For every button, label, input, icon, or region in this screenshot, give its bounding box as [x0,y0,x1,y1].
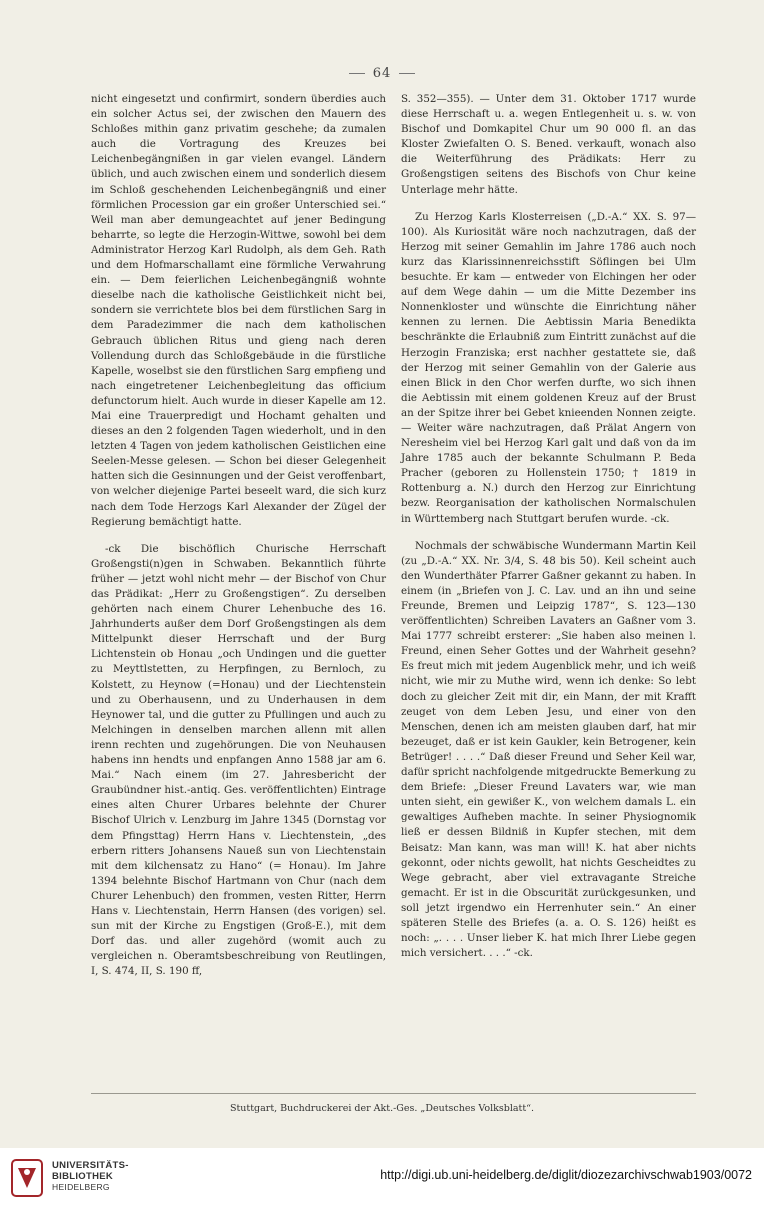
permalink-url[interactable]: http://digi.ub.uni-heidelberg.de/diglit/diozezarchivschwab1903/0072 [380,1168,752,1182]
imprint-divider [91,1093,696,1094]
viewer-footer [0,1148,764,1207]
right-column [401,92,696,961]
left-paragraph-1: nicht eingesetzt und confirmirt, sondern überdies auch ein solcher Actus sei, der zwischen den Mauern des Schloßes mithin ganz privatim geschehe; da zumalen auch die Vortragung des Kreuzes bei Leichenbegängnißen in gar vielen evangel. Ländern üblich, und auch zwischen einem und sonderlich diesem im Schloß geschehenden Leichenbegängniß und einer förmlichen Procession gar ein großer Unterschied sei.“ Weil man aber demungeachtet auf jener Bedingung beharrte, so legte die Herzogin-Wittwe, sowohl bei dem Administrator Herzog Karl Rudolph, als dem Geh. Rath und dem Hofmarschallamt eine förmliche Verwahrung ein. — Dem feierlichen Leichenbegängniß wohnte dieselbe nach die katholische Geistlichkeit nicht bei, sondern sie verrichtete blos bei dem fürstlichen Sarg in dem Paradezimmer die nach dem katholischen Gebrauch üblichen Ritus und gieng nach deren Vollendung durch das Schloßgebäude in die fürstliche Kapelle, woselbst sie den fürstlichen Sarg empfieng und nach eingetretener Leichenbegleitung das officium defunctorum hielt. Auch wurde in dieser Kapelle am 12. Mai eine Trauerpredigt und Hochamt gehalten und dieses an den 2 folgenden Tagen wiederholt, und in den letzten 4 Tagen von jedem katholischen Geistlichen eine Seelen-Messe gelesen. — Schon bei dieser Gelegenheit hatten sich die Gesinnungen und der Geist veroffenbart, von welcher diejenige Partei beseelt ward, die sich kurz nach dem Tode Herzogs Karl Alexander der Zügel der Regierung bemächtigt hatte. [91,93,387,528]
library-name-line-3: HEIDELBERG [52,1182,110,1192]
library-name-line-1: UNIVERSITÄTS- [52,1160,129,1171]
library-name[interactable] [52,1160,129,1193]
library-name-line-2: BIBLIOTHEK [52,1171,114,1182]
right-paragraph-1: S. 352—355). — Unter dem 31. Oktober 1717 wurde diese Herrschaft u. a. wegen Entlegenheit u. s. w. von Bischof und Domkapitel Chur um 90 000 fl. an das Kloster Zwiefalten O. S. Bened. verkauft, wonach also die Weiterführung des Prädikats: Herr zu Großengstigen seitens des Bischofs von Chur keine Unterlage mehr hätte. [401,93,696,196]
page-number [0,66,764,81]
right-paragraph-2: Zu Herzog Karls Klosterreisen („D.-A.“ XX. S. 97—100). Als Kuriosität wäre noch nachzutragen, daß der Herzog mit seiner Gemahlin im Jahre 1786 auch noch kurz das Klarissinnenreichsstift Söflingen bei Ulm besuchte. Er kam — entweder von Elchingen her oder auf dem Wege dahin — um die Mitte Dezember ins Nonnenkloster und wünschte die Einrichtung näher kennen zu lernen. Die Aebtissin Maria Benedikta beschränkte die Erlaubniß zum Eintritt zunächst auf die Herzogin Franziska; erst nachher gestattete sie, daß der Herzog mit seiner Gemahlin von der Galerie aus einen Blick in den Chor werfen durfte, wo sich ihnen die Aebtissin mit einem goldenen Kreuz auf der Brust an der Spitze ihrer bei Gebet knieenden Nonnen zeigte. — Weiter wäre nachzutragen, daß Prälat Angern von Neresheim viel bei Herzog Karl galt und daß von da im Jahre 1785 auch der bekannte Schulmann P. Beda Pracher (geboren zu Hollenstein 1750; † 1819 in Rottenburg a. N.) durch den Herzog zur Einrichtung bezw. Reorganisation der katholischen Normalschulen in Württemberg nach Stuttgart berufen wurde. -ck. [401,210,696,525]
left-column [91,92,386,979]
imprint: Stuttgart, Buchdruckerei der Akt.-Ges. „Deutsches Volksblatt“. [229,1103,535,1114]
university-seal-icon[interactable] [10,1158,44,1198]
left-paragraph-2: -ck Die bischöflich Churische Herrschaft Großengsti(n)gen in Schwaben. Bekanntlich führte früher — jetzt wohl nicht mehr — der Bischof von Chur das Prädikat: „Herr zu Großengstigen“. Zu derselben gehörten nach einem Churer Lehenbuche des 16. Jahrhunderts außer dem Dorf Großengstingen als dem Mittelpunkt dieser Herrschaft und der Burg Lichtenstein ob Honau „och Undingen und die guetter zu Meyttlstetten, zu Herpfingen, zu Bernloch, zu Kolstett, zu Heynow (=Honau) und der Liechtenstein und zu Oberhausenn, und zu Underhausen in dem Heynower tal, und die gutter zu Pfullingen und auch zu Melchingen in denselben marchen allenn mit allen irenn rechten und zugehörungen. Die von Neuhausen habens inn hendts und enpfangen Anno 1588 jar am 6. Mai.“ Nach einem (im 27. Jahresbericht der Graubündner hist.-antiq. Ges. veröffentlichten) Eintrage eines alten Churer Urbares belehnte der Churer Bischof Ulrich v. Lenzburg im Jahre 1345 (Dornstag vor dem Pfingsttag) Herrn Hans v. Liechtenstein, „des erbern ritters Johansens Naueß sun von Liechtenstain mit dem kilchensatz zu Hano“ (= Honau). Im Jahre 1394 belehnte Bischof Hartmann von Chur (nach dem Churer Lehenbuch) den frommen, vesten Ritter, Herrn Hans v. Liechtenstain, Herrn Hansen (des vorigen) sel. sun mit der Kirche zu Engstigen (Groß-E.), mit dem Dorf das. und aller zugehörd (womit auch zu vergleichen n. Oberamtsbeschreibung von Reutlingen, I, S. 474, II, S. 190 ff, [91,542,386,978]
page-number-text: 64 [372,66,392,81]
right-paragraph-3: Nochmals der schwäbische Wundermann Martin Keil (zu „D.-A.“ XX. Nr. 3/4, S. 48 bis 50). Keil scheint auch den Wunderthäter Pfarrer Gaßner gekannt zu haben. In einem (in „Briefen von J. C. Lav. und an ihn und seine Freunde, Bremen und Leipzig 1787“, S. 123—130 veröffentlichten) Schreiben Lavaters an Gaßner vom 3. Mai 1777 schreibt ersterer: „Sie haben also meinen l. Freund, einen Seher Gottes und der Wahrheit gesehn? Es freut mich mit jedem Augenblick mehr, und ich weiß nicht, wie mir zu Muthe wird, wenn ich denke: So lebt doch zu gleicher Zeit mit dir, ein Mann, der mit Krafft zeuget von dem Leben Jesu, und einer von den Menschen, denen ich am meisten glauben darf, hat mir bezeuget, daß er ist kein Gaukler, kein Betrogener, kein Betrüger! . . . .“ Daß dieser Freund und Seher Keil war, dafür spricht nachfolgende mitgedruckte Bemerkung zu dem Briefe: „Dieser Freund Lavaters war, wie man unten sieht, ein gewißer K., von welchem damals L. ein gewaltiges Aufheben machte. In seiner Physiognomik ließ er dessen Bildniß in Kupfer stechen, mit dem Beisatz: Man kann, was man will! K. hat aber nichts gekonnt, oder nichts gewollt, hat nichts Gescheidtes zu Wege gebracht, aber viel extravagante Streiche gemacht. Er ist in die Obscurität zurückgesunken, und soll jetzt irgendwo ein Herrenhuter sein.“ An einer späteren Stelle des Briefes (a. a. O. S. 126) heißt es noch: „. . . . Unser lieber K. hat mich Ihrer Liebe gegen mich versichert. . . .“ -ck. [401,539,696,960]
